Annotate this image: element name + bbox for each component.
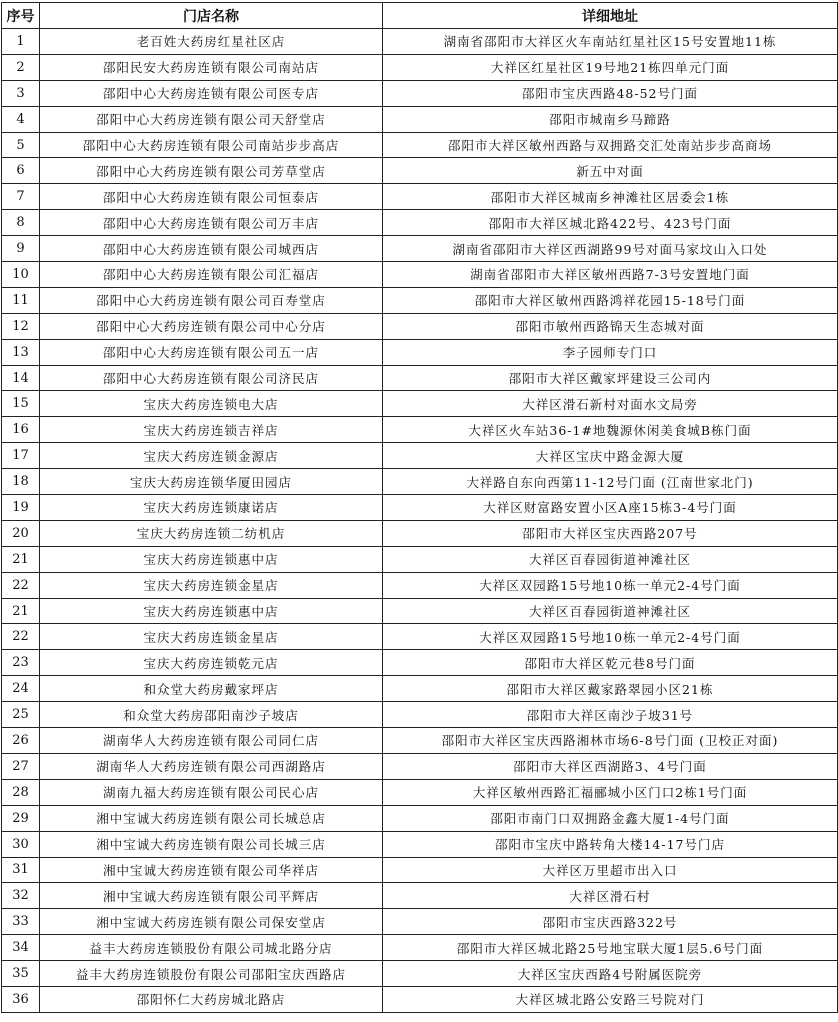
address-cell: 大祥区红星社区19号地21栋四单元门面 (383, 54, 838, 80)
table-body (2, 29, 838, 1013)
table-row (2, 935, 838, 961)
table-row (2, 417, 838, 443)
address-cell: 湖南省邵阳市大祥区西湖路99号对面马家坟山入口处 (383, 236, 838, 262)
row-index: 26 (2, 728, 40, 754)
address-cell: 湖南省邵阳市大祥区敏州西路7-3号安置地门面 (383, 262, 838, 288)
address-cell: 大祥区宝庆西路4号附属医院旁 (383, 961, 838, 987)
table-row (2, 184, 838, 210)
address-cell: 邵阳市大祥区乾元巷8号门面 (383, 650, 838, 676)
store-name-cell: 和众堂大药房邵阳南沙子坡店 (40, 702, 383, 728)
store-name-cell: 邵阳民安大药房连锁有限公司南站店 (40, 54, 383, 80)
row-index: 16 (2, 417, 40, 443)
row-index: 5 (2, 132, 40, 158)
row-index: 30 (2, 831, 40, 857)
row-index: 7 (2, 184, 40, 210)
store-name-cell: 邵阳中心大药房连锁有限公司城西店 (40, 236, 383, 262)
table-row (2, 805, 838, 831)
address-cell: 大祥路自东向西第11-12号门面 (江南世家北门) (383, 469, 838, 495)
table-row (2, 598, 838, 624)
table-row (2, 961, 838, 987)
table-row (2, 158, 838, 184)
store-name-cell: 宝庆大药房连锁金星店 (40, 624, 383, 650)
store-name-cell: 益丰大药房连锁股份有限公司邵阳宝庆西路店 (40, 961, 383, 987)
address-cell: 大祥区火车站36-1#地魏源休闲美食城B栋门面 (383, 417, 838, 443)
header-address: 详细地址 (383, 3, 838, 29)
address-cell: 邵阳市宝庆西路48-52号门面 (383, 80, 838, 106)
table-row (2, 986, 838, 1012)
store-name-cell: 宝庆大药房连锁惠中店 (40, 546, 383, 572)
store-name-cell: 宝庆大药房连锁康诺店 (40, 495, 383, 521)
row-index: 17 (2, 443, 40, 469)
table-row (2, 313, 838, 339)
table-row (2, 262, 838, 288)
row-index: 22 (2, 624, 40, 650)
store-name-cell: 邵阳中心大药房连锁有限公司五一店 (40, 339, 383, 365)
pharmacy-table (1, 2, 838, 1013)
address-cell: 邵阳市南门口双拥路金鑫大厦1-4号门面 (383, 805, 838, 831)
header-row (2, 3, 838, 29)
table-row (2, 29, 838, 55)
address-cell: 邵阳市敏州西路锦天生态城对面 (383, 313, 838, 339)
address-cell: 邵阳市大祥区宝庆西路湘林市场6-8号门面 (卫校正对面) (383, 728, 838, 754)
store-name-cell: 湖南华人大药房连锁有限公司同仁店 (40, 728, 383, 754)
row-index: 21 (2, 546, 40, 572)
address-cell: 大祥区万里超市出入口 (383, 857, 838, 883)
row-index: 9 (2, 236, 40, 262)
row-index: 20 (2, 520, 40, 546)
store-name-cell: 和众堂大药房戴家坪店 (40, 676, 383, 702)
address-cell: 大祥区滑石新村对面水文局旁 (383, 391, 838, 417)
row-index: 33 (2, 909, 40, 935)
store-name-cell: 宝庆大药房连锁电大店 (40, 391, 383, 417)
table-row (2, 857, 838, 883)
address-cell: 邵阳市宝庆中路转角大楼14-17号门店 (383, 831, 838, 857)
table-row (2, 779, 838, 805)
row-index: 28 (2, 779, 40, 805)
table-row (2, 339, 838, 365)
store-name-cell: 邵阳中心大药房连锁有限公司万丰店 (40, 210, 383, 236)
table-row (2, 572, 838, 598)
store-name-cell: 邵阳中心大药房连锁有限公司芳草堂店 (40, 158, 383, 184)
address-cell: 大祥区宝庆中路金源大厦 (383, 443, 838, 469)
store-name-cell: 邵阳中心大药房连锁有限公司南站步步高店 (40, 132, 383, 158)
address-cell: 邵阳市城南乡马蹄路 (383, 106, 838, 132)
address-cell: 邵阳市大祥区宝庆西路207号 (383, 520, 838, 546)
address-cell: 邵阳市大祥区南沙子坡31号 (383, 702, 838, 728)
row-index: 31 (2, 857, 40, 883)
row-index: 24 (2, 676, 40, 702)
store-name-cell: 邵阳中心大药房连锁有限公司医专店 (40, 80, 383, 106)
table-row (2, 702, 838, 728)
address-cell: 邵阳市大祥区西湖路3、4号门面 (383, 753, 838, 779)
store-name-cell: 宝庆大药房连锁金星店 (40, 572, 383, 598)
row-index: 8 (2, 210, 40, 236)
table-row (2, 80, 838, 106)
address-cell: 大祥区双园路15号地10栋一单元2-4号门面 (383, 572, 838, 598)
row-index: 36 (2, 986, 40, 1012)
address-cell: 大祥区财富路安置小区A座15栋3-4号门面 (383, 495, 838, 521)
store-name-cell: 邵阳怀仁大药房城北路店 (40, 986, 383, 1012)
address-cell: 邵阳市大祥区戴家路翠园小区21栋 (383, 676, 838, 702)
row-index: 25 (2, 702, 40, 728)
address-cell: 李子园师专门口 (383, 339, 838, 365)
table-row (2, 236, 838, 262)
store-name-cell: 宝庆大药房连锁惠中店 (40, 598, 383, 624)
store-name-cell: 宝庆大药房连锁金源店 (40, 443, 383, 469)
row-index: 23 (2, 650, 40, 676)
table-row (2, 443, 838, 469)
table-row (2, 106, 838, 132)
table-row (2, 546, 838, 572)
table-row (2, 831, 838, 857)
table-row (2, 909, 838, 935)
address-cell: 邵阳市大祥区城南乡神滩社区居委会1栋 (383, 184, 838, 210)
address-cell: 邵阳市大祥区城北路422号、423号门面 (383, 210, 838, 236)
row-index: 34 (2, 935, 40, 961)
address-cell: 邵阳市大祥区城北路25号地宝联大厦1层5.6号门面 (383, 935, 838, 961)
row-index: 27 (2, 753, 40, 779)
row-index: 14 (2, 365, 40, 391)
row-index: 13 (2, 339, 40, 365)
store-name-cell: 邵阳中心大药房连锁有限公司汇福店 (40, 262, 383, 288)
header-index: 序号 (2, 3, 40, 29)
address-cell: 大祥区敏州西路汇福郦城小区门口2栋1号门面 (383, 779, 838, 805)
address-cell: 邵阳市大祥区敏州西路与双拥路交汇处南站步步高商场 (383, 132, 838, 158)
row-index: 15 (2, 391, 40, 417)
table-row (2, 132, 838, 158)
store-name-cell: 湘中宝诚大药房连锁有限公司长城三店 (40, 831, 383, 857)
row-index: 29 (2, 805, 40, 831)
row-index: 21 (2, 598, 40, 624)
row-index: 4 (2, 106, 40, 132)
store-name-cell: 邵阳中心大药房连锁有限公司中心分店 (40, 313, 383, 339)
table-row (2, 287, 838, 313)
row-index: 35 (2, 961, 40, 987)
address-cell: 邵阳市宝庆西路322号 (383, 909, 838, 935)
store-name-cell: 湘中宝诚大药房连锁有限公司华祥店 (40, 857, 383, 883)
store-name-cell: 老百姓大药房红星社区店 (40, 29, 383, 55)
table-row (2, 365, 838, 391)
store-name-cell: 湘中宝诚大药房连锁有限公司长城总店 (40, 805, 383, 831)
table-row (2, 210, 838, 236)
address-cell: 大祥区滑石村 (383, 883, 838, 909)
store-name-cell: 邵阳中心大药房连锁有限公司百寿堂店 (40, 287, 383, 313)
table-row (2, 469, 838, 495)
address-cell: 大祥区百春园街道神滩社区 (383, 546, 838, 572)
store-name-cell: 益丰大药房连锁股份有限公司城北路分店 (40, 935, 383, 961)
address-cell: 大祥区双园路15号地10栋一单元2-4号门面 (383, 624, 838, 650)
table-row (2, 520, 838, 546)
table-row (2, 753, 838, 779)
row-index: 10 (2, 262, 40, 288)
row-index: 22 (2, 572, 40, 598)
store-name-cell: 湘中宝诚大药房连锁有限公司平辉店 (40, 883, 383, 909)
store-name-cell: 湘中宝诚大药房连锁有限公司保安堂店 (40, 909, 383, 935)
store-name-cell: 邵阳中心大药房连锁有限公司天舒堂店 (40, 106, 383, 132)
row-index: 18 (2, 469, 40, 495)
table-row (2, 728, 838, 754)
row-index: 3 (2, 80, 40, 106)
store-name-cell: 湖南九福大药房连锁有限公司民心店 (40, 779, 383, 805)
header-store-name: 门店名称 (40, 3, 383, 29)
address-cell: 邵阳市大祥区戴家坪建设三公司内 (383, 365, 838, 391)
table-row (2, 883, 838, 909)
address-cell: 大祥区城北路公安路三号院对门 (383, 986, 838, 1012)
row-index: 12 (2, 313, 40, 339)
store-name-cell: 邵阳中心大药房连锁有限公司济民店 (40, 365, 383, 391)
table-row (2, 650, 838, 676)
store-name-cell: 宝庆大药房连锁二纺机店 (40, 520, 383, 546)
store-name-cell: 宝庆大药房连锁乾元店 (40, 650, 383, 676)
store-name-cell: 湖南华人大药房连锁有限公司西湖路店 (40, 753, 383, 779)
table-row (2, 495, 838, 521)
store-name-cell: 宝庆大药房连锁吉祥店 (40, 417, 383, 443)
store-name-cell: 邵阳中心大药房连锁有限公司恒泰店 (40, 184, 383, 210)
row-index: 2 (2, 54, 40, 80)
address-cell: 新五中对面 (383, 158, 838, 184)
table-row (2, 676, 838, 702)
row-index: 11 (2, 287, 40, 313)
row-index: 6 (2, 158, 40, 184)
table-row (2, 624, 838, 650)
address-cell: 湖南省邵阳市大祥区火车南站红星社区15号安置地11栋 (383, 29, 838, 55)
table-row (2, 54, 838, 80)
store-name-cell: 宝庆大药房连锁华厦田园店 (40, 469, 383, 495)
address-cell: 大祥区百春园街道神滩社区 (383, 598, 838, 624)
address-cell: 邵阳市大祥区敏州西路鸿祥花园15-18号门面 (383, 287, 838, 313)
row-index: 19 (2, 495, 40, 521)
row-index: 1 (2, 29, 40, 55)
row-index: 32 (2, 883, 40, 909)
table-row (2, 391, 838, 417)
